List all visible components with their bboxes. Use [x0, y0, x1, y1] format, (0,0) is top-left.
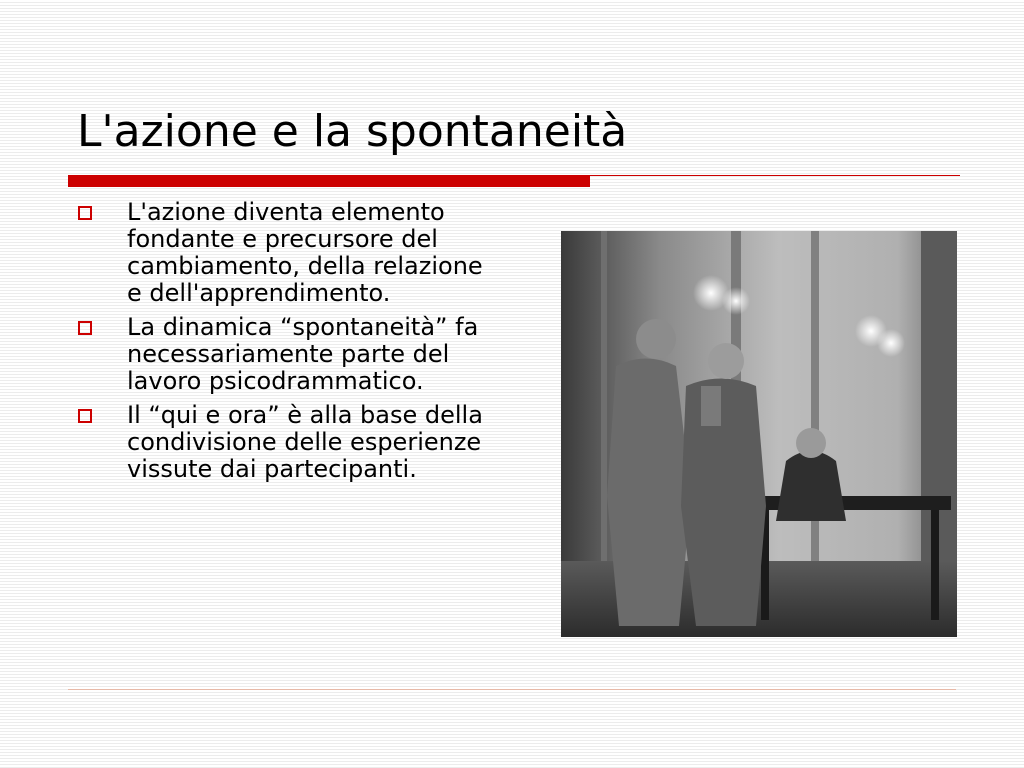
bullet-item — [76, 199, 496, 307]
bullet-item — [76, 402, 496, 483]
hollow-square-icon — [78, 409, 92, 423]
photo-illustration — [561, 231, 957, 637]
footer-rule — [68, 689, 956, 690]
title-rule-line — [68, 175, 960, 176]
hollow-square-icon — [78, 206, 92, 220]
hollow-square-icon — [78, 321, 92, 335]
slide-title: L'azione e la spontaneità — [77, 106, 628, 157]
bullet-text: La dinamica “spontaneità” fa necessariamente parte del lavoro psicodrammatico. — [127, 313, 479, 395]
bullet-text: L'azione diventa elemento fondante e precursore del cambiamento, della relazione e dell'apprendimento. — [127, 198, 483, 307]
title-rule-accent — [68, 175, 590, 187]
bullet-item — [76, 314, 496, 395]
photo — [561, 231, 957, 637]
bullet-text: Il “qui e ora” è alla base della condivisione delle esperienze vissute dai partecipanti. — [127, 401, 483, 483]
bullet-list — [76, 199, 496, 490]
